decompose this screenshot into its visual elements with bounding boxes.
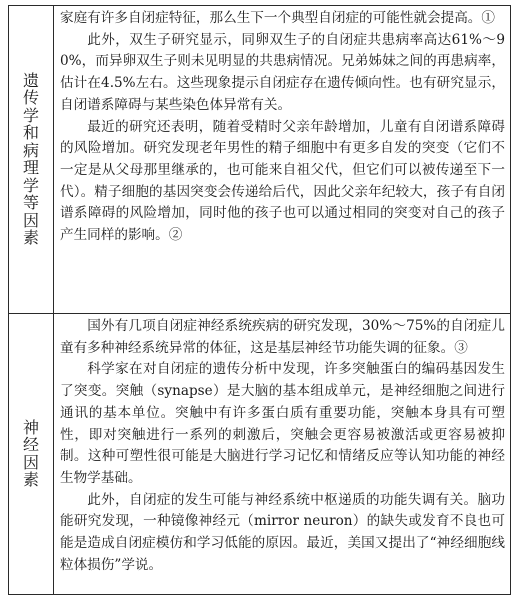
paragraph: 最近的研究还表明，随着受精时父亲年龄增加，儿童有自闭谱系障碍的风险增加。研究发现老年男性的精子细胞中有更多自发的突变（它们不一定是从父母那里继承的，也可能来自祖父代，但它们可以被传递至下一代）。精子细胞的基因突变会传递给后代，因此父亲年纪较大，孩子有自闭谱系障碍的风险增加，同时他的孩子也可以通过相同的突变对自己的孩子产生同样的影响。② <box>60 118 505 244</box>
label-char: 经 <box>22 435 39 455</box>
row-label-cell <box>9 6 54 314</box>
row-label-neural <box>23 419 39 489</box>
factors-table <box>8 5 511 595</box>
label-char: 因 <box>22 452 39 472</box>
label-char: 和 <box>22 123 39 143</box>
label-char: 学 <box>22 105 39 125</box>
paragraph: 此外，自闭症的发生可能与神经系统中枢递质的功能失调有关。脑功能研究发现，一种镜像神经元（mirror neuron）的缺失或发育不良也可能是造成自闭症模仿和学习低能的原因。最近，美国又提出了“神经细胞线粒体损伤”学说。 <box>60 491 505 573</box>
paragraph: 国外有几项自闭症神经系统疾病的研究发现，30%～75%的自闭症儿童有多种神经系统异常的体征，这是基层神经节功能失调的征象。③ <box>60 318 505 356</box>
table-row-genetics <box>9 6 511 314</box>
label-char: 学 <box>22 175 39 195</box>
label-char: 传 <box>22 88 39 108</box>
label-char: 遗 <box>22 70 39 90</box>
label-char: 素 <box>22 228 39 248</box>
row-label-cell <box>9 314 54 595</box>
label-char: 等 <box>22 193 39 213</box>
row-content-cell <box>54 6 511 314</box>
row-label-genetics <box>23 72 39 247</box>
label-char: 素 <box>22 470 39 490</box>
paragraph: 科学家在对自闭症的遗传分析中发现，许多突触蛋白的编码基因发生了突变。突触（synapse）是大脑的基本组成单元，是神经细胞之间进行通讯的基本单位。突触中有许多蛋白质有重要功能，突触本身具有可塑性，即对突触进行一系列的刺激后，突触会更容易被激活或更容易被抑制。这种可塑性很可能是大脑进行学习记忆和情绪反应等认知功能的神经生物学基础。 <box>60 361 505 486</box>
label-char: 病 <box>22 140 39 160</box>
table-row-neural <box>9 314 511 595</box>
paragraph: 家庭有许多自闭症特征，那么生下一个典型自闭症的可能性就会提高。① <box>60 10 495 26</box>
label-char: 理 <box>22 158 39 178</box>
paragraph: 此外，双生子研究显示，同卵双生子的自闭症共患病率高达61%～90%，而异卵双生子则未见明显的共患病情况。兄弟姊妹之间的再患病率，估计在4.5%左右。这些现象提示自闭症存在遗传倾向性。也有研究显示，自闭谱系障碍与某些染色体异常有关。 <box>60 31 505 113</box>
row-content-cell <box>54 314 511 595</box>
label-char: 因 <box>22 210 39 230</box>
label-char: 神 <box>22 417 39 437</box>
